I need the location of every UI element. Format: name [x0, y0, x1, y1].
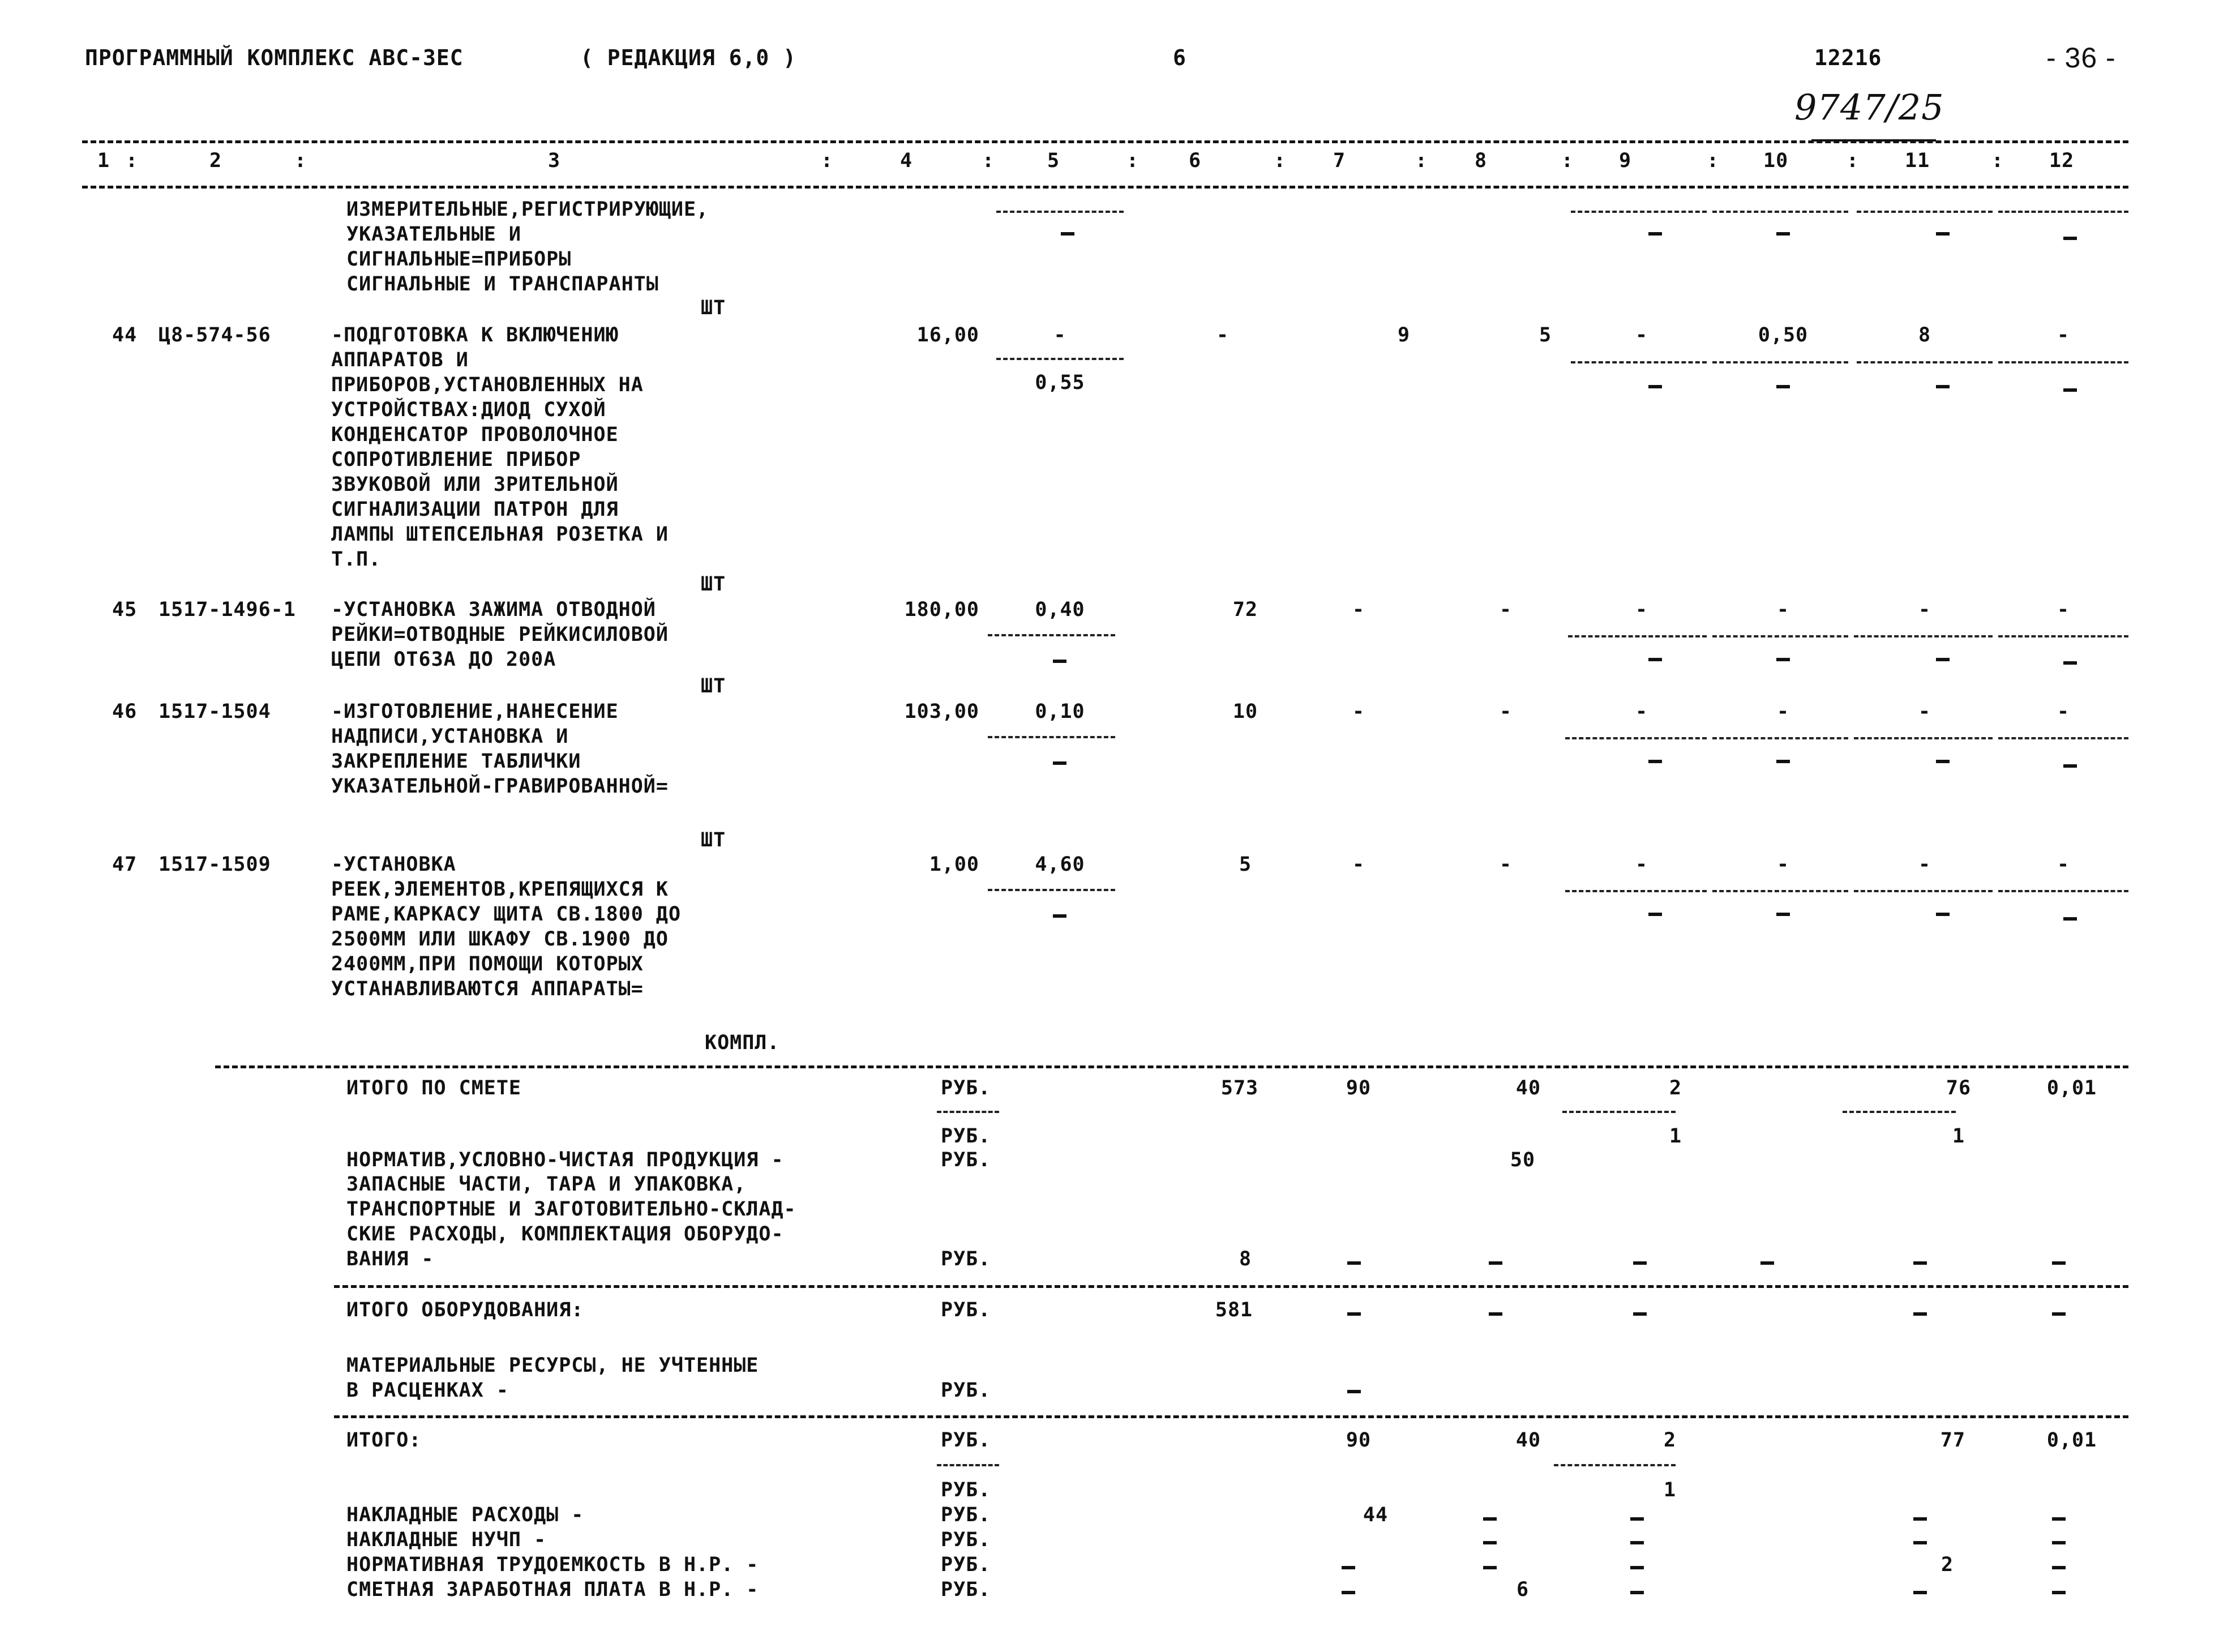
- summary-unit: РУБ.: [941, 1299, 991, 1321]
- col-header-6: 6: [1189, 149, 1202, 172]
- summary-label: ЗАПАСНЫЕ ЧАСТИ, ТАРА И УПАКОВКА, ТРАНСПОРТНЫЕ И ЗАГОТОВИТЕЛЬНО-СКЛАД- СКИЕ РАСХОДЫ, КОМПЛЕКТАЦИЯ ОБОРУДО- ВАНИЯ -: [346, 1173, 796, 1270]
- row-c9: -: [1635, 598, 1648, 621]
- overhead-unit: РУБ.: [941, 1504, 991, 1526]
- row-description: -УСТАНОВКА РЕЕК,ЭЛЕМЕНТОВ,КРЕПЯЩИХСЯ К РАМЕ,КАРКАСУ ЩИТА СВ.1800 ДО 2500ММ ИЛИ ШКАФУ СВ.1900 ДО 2400ММ,ПРИ ПОМОЩИ КОТОРЫХ УСТАНАВЛИВАЮТСЯ АППАРАТЫ=: [331, 853, 682, 1000]
- document-code: 12216: [1814, 45, 1882, 70]
- summary-c11-sub: 1: [1952, 1125, 1965, 1148]
- summary-label: НОРМАТИВ,УСЛОВНО-ЧИСТАЯ ПРОДУКЦИЯ -: [346, 1149, 784, 1171]
- row-code: 1517-1509: [158, 853, 271, 876]
- row-number: 45: [112, 598, 138, 621]
- row-c9: -: [1635, 853, 1648, 876]
- summary-unit: РУБ.: [941, 1379, 991, 1402]
- summary-label: ИТОГО:: [346, 1429, 422, 1452]
- handwritten-number: 9747/25: [1794, 87, 1944, 128]
- row-unit: ШТ: [701, 297, 726, 319]
- summary-c12: 0,01: [2046, 1077, 2097, 1099]
- summary-c8: 40: [1515, 1429, 1541, 1452]
- row-qty: 180,00: [904, 598, 979, 621]
- summary-c6: 581: [1215, 1299, 1253, 1321]
- row-description: -ИЗГОТОВЛЕНИЕ,НАНЕСЕНИЕ НАДПИСИ,УСТАНОВКА И ЗАКРЕПЛЕНИЕ ТАБЛИЧКИ УКАЗАТЕЛЬНОЙ-ГРАВИРОВАННОЙ=: [331, 700, 669, 798]
- overhead-label: НАКЛАДНЫЕ РАСХОДЫ -: [346, 1504, 584, 1526]
- row-c7: 9: [1397, 324, 1411, 346]
- row-c7: -: [1352, 700, 1365, 723]
- row-c10: -: [1776, 853, 1790, 876]
- overhead-unit: РУБ.: [941, 1529, 991, 1551]
- summary-unit: РУБ.: [941, 1077, 991, 1099]
- col-header-4: 4: [900, 149, 913, 172]
- row-c8: -: [1499, 598, 1513, 621]
- row-c10: -: [1776, 598, 1790, 621]
- row-number: 44: [112, 324, 138, 346]
- page-number: - 36 -: [2046, 42, 2116, 74]
- overhead-c7: 44: [1363, 1504, 1389, 1526]
- overhead-label: НАКЛАДНЫЕ НУЧП -: [346, 1529, 547, 1551]
- summary-c6: 8: [1239, 1248, 1252, 1270]
- row-c12: -: [2057, 598, 2070, 621]
- summary-label: ИТОГО ПО СМЕТЕ: [346, 1077, 522, 1099]
- col-header-3: 3: [548, 149, 561, 172]
- summary-rule: [334, 1285, 2128, 1288]
- row-c5: 0,10: [1035, 700, 1085, 723]
- table-header-rule: [82, 186, 2128, 189]
- overhead-unit: РУБ.: [941, 1578, 991, 1601]
- row-c9: -: [1635, 700, 1648, 723]
- summary-rule: [215, 1065, 2128, 1068]
- overhead-unit: РУБ.: [941, 1553, 991, 1576]
- section-number: 6: [1173, 45, 1186, 70]
- summary-c12: 0,01: [2046, 1429, 2097, 1452]
- row-c6: -: [1216, 324, 1230, 346]
- row-c5: 0,40: [1035, 598, 1085, 621]
- row-c12: -: [2057, 700, 2070, 723]
- summary-c11: 77: [1940, 1429, 1966, 1452]
- program-edition: ( РЕДАКЦИЯ 6,0 ): [580, 45, 797, 70]
- summary-c7: 90: [1346, 1077, 1372, 1099]
- col-header-5: 5: [1047, 149, 1060, 172]
- row-c5: -: [1053, 324, 1066, 346]
- row-c10: -: [1776, 700, 1790, 723]
- summary-c11: 76: [1946, 1077, 1972, 1099]
- row-c5-sub: 0,55: [1035, 371, 1085, 394]
- summary-c6: 573: [1220, 1077, 1259, 1099]
- summary-c8: 40: [1515, 1077, 1541, 1099]
- summary-label: МАТЕРИАЛЬНЫЕ РЕСУРСЫ, НЕ УЧТЕННЫЕ В РАСЦЕНКАХ -: [346, 1354, 759, 1402]
- summary-unit-sub: РУБ.: [941, 1479, 991, 1501]
- row-c6: 72: [1232, 598, 1258, 621]
- row-c8: -: [1499, 700, 1513, 723]
- overhead-c11: 2: [1940, 1553, 1954, 1576]
- row-c11: -: [1918, 700, 1931, 723]
- row-unit: ШТ: [701, 675, 726, 697]
- row-c8: 5: [1539, 324, 1552, 346]
- row-unit: ШТ: [701, 829, 726, 851]
- summary-unit: РУБ.: [941, 1149, 991, 1171]
- row-number: 46: [112, 700, 138, 723]
- row-c8: -: [1499, 853, 1513, 876]
- unit-kompl: КОМПЛ.: [705, 1032, 780, 1054]
- row-code: 1517-1496-1: [158, 598, 296, 621]
- row-c7: -: [1352, 598, 1365, 621]
- row-c9: -: [1635, 324, 1648, 346]
- summary-c9: 2: [1663, 1429, 1677, 1452]
- row-qty: 16,00: [916, 324, 979, 346]
- row-code: Ц8-574-56: [158, 324, 271, 346]
- row-description: -УСТАНОВКА ЗАЖИМА ОТВОДНОЙ РЕЙКИ=ОТВОДНЫЕ РЕЙКИСИЛОВОЙ ЦЕПИ ОТ63А ДО 200А: [331, 598, 669, 671]
- col-header-10: 10: [1763, 149, 1789, 172]
- col-header-1: 1: [97, 149, 110, 172]
- row-c6: 10: [1232, 700, 1258, 723]
- summary-unit-sub: РУБ.: [941, 1125, 991, 1148]
- row-c12: -: [2057, 324, 2070, 346]
- section-intro-text: ИЗМЕРИТЕЛЬНЫЕ,РЕГИСТРИРУЮЩИЕ, УКАЗАТЕЛЬНЫЕ И СИГНАЛЬНЫЕ=ПРИБОРЫ СИГНАЛЬНЫЕ И ТРАНСПАРАНТЫ: [346, 198, 709, 296]
- row-c7: -: [1352, 853, 1365, 876]
- row-c11: -: [1918, 853, 1931, 876]
- summary-c8: 50: [1510, 1149, 1536, 1171]
- row-c10: 0,50: [1758, 324, 1809, 346]
- overhead-label: СМЕТНАЯ ЗАРАБОТНАЯ ПЛАТА В Н.Р. -: [346, 1578, 759, 1601]
- summary-unit: РУБ.: [941, 1429, 991, 1452]
- col-header-11: 11: [1905, 149, 1930, 172]
- row-c12: -: [2057, 853, 2070, 876]
- program-name: ПРОГРАММНЫЙ КОМПЛЕКС АВС-3ЕС: [85, 45, 464, 70]
- overhead-label: НОРМАТИВНАЯ ТРУДОЕМКОСТЬ В Н.Р. -: [346, 1553, 759, 1576]
- row-qty: 103,00: [904, 700, 979, 723]
- summary-unit: РУБ.: [941, 1248, 991, 1270]
- summary-c9-sub: 1: [1663, 1479, 1677, 1501]
- row-description: -ПОДГОТОВКА К ВКЛЮЧЕНИЮ АППАРАТОВ И ПРИБОРОВ,УСТАНОВЛЕННЫХ НА УСТРОЙСТВАХ:ДИОД СУХОЙ КОНДЕНСАТОР ПРОВОЛОЧНОЕ СОПРОТИВЛЕНИЕ ПРИБОР ЗВУКОВОЙ ИЛИ ЗРИТЕЛЬНОЙ СИГНАЛИЗАЦИИ ПАТРОН ДЛЯ ЛАМПЫ ШТЕПСЕЛЬНАЯ РОЗЕТКА И Т.П.: [331, 324, 669, 571]
- overhead-c8: 6: [1516, 1578, 1530, 1601]
- summary-label: ИТОГО ОБОРУДОВАНИЯ:: [346, 1299, 584, 1321]
- col-header-9: 9: [1619, 149, 1632, 172]
- row-qty: 1,00: [929, 853, 979, 876]
- row-c11: -: [1918, 598, 1931, 621]
- col-header-2: 2: [209, 149, 222, 172]
- row-c5: 4,60: [1035, 853, 1085, 876]
- col-header-12: 12: [2049, 149, 2075, 172]
- col-header-8: 8: [1475, 149, 1488, 172]
- summary-c9: 2: [1669, 1077, 1682, 1099]
- col-header-7: 7: [1333, 149, 1346, 172]
- summary-c7: 90: [1346, 1429, 1372, 1452]
- row-c11: 8: [1918, 324, 1931, 346]
- row-number: 47: [112, 853, 138, 876]
- row-c6: 5: [1239, 853, 1252, 876]
- table-top-rule: [82, 140, 2128, 143]
- row-unit: ШТ: [701, 573, 726, 596]
- row-code: 1517-1504: [158, 700, 271, 723]
- summary-rule: [334, 1415, 2128, 1418]
- summary-c9-sub: 1: [1669, 1125, 1682, 1148]
